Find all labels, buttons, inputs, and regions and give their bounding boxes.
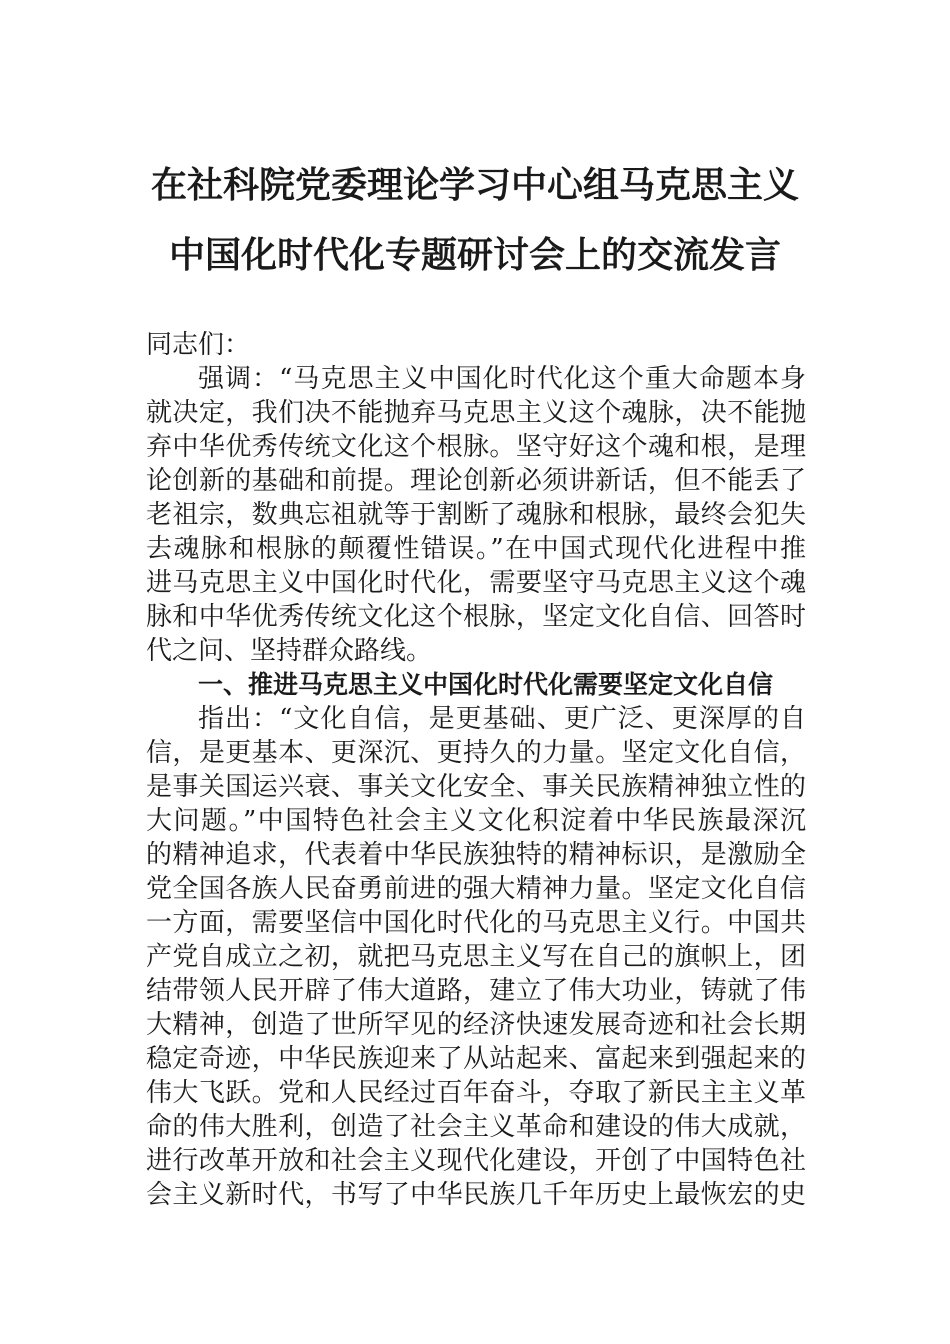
paragraph-1-line: 弃中华优秀传统文化这个根脉。坚守好这个魂和根，是理 [146, 432, 806, 462]
paragraph-2-line: 的精神追求，代表着中华民族独特的精神标识，是激励全 [146, 840, 806, 870]
paragraph-2-line: 党全国各族人民奋勇前进的强大精神力量。坚定文化自信 [146, 874, 806, 904]
paragraph-2-line: 产党自成立之初，就把马克思主义写在自己的旗帜上，团 [146, 942, 806, 972]
paragraph-2-line: 大精神，创造了世所罕见的经济快速发展奇迹和社会长期 [146, 1010, 806, 1040]
paragraph-2-line: 稳定奇迹，中华民族迎来了从站起来、富起来到强起来的 [146, 1044, 806, 1074]
paragraph-1-line: 代之问、坚持群众路线。 [146, 636, 433, 666]
paragraph-1-line: 老祖宗，数典忘祖就等于割断了魂脉和根脉，最终会犯失 [146, 500, 806, 530]
paragraph-1-line: 进马克思主义中国化时代化，需要坚守马克思主义这个魂 [146, 568, 806, 598]
document-title-line-2: 中国化时代化专题研讨会上的交流发言 [168, 234, 781, 276]
paragraph-2-line: 信，是更基本、更深沉、更持久的力量。坚定文化自信， [146, 738, 806, 768]
paragraph-2-line: 结带领人民开辟了伟大道路，建立了伟大功业，铸就了伟 [146, 976, 806, 1006]
document-title-line-1: 在社科院党委理论学习中心组马克思主义 [150, 164, 799, 206]
salutation: 同志们： [146, 330, 251, 360]
paragraph-2-line: 指出：“文化自信，是更基础、更广泛、更深厚的自 [198, 704, 806, 734]
paragraph-1-line: 就决定，我们决不能抛弃马克思主义这个魂脉，决不能抛 [146, 398, 806, 428]
paragraph-2-line: 大问题。”中国特色社会主义文化积淀着中华民族最深沉 [146, 806, 806, 836]
paragraph-2-line: 是事关国运兴衰、事关文化安全、事关民族精神独立性的 [146, 772, 806, 802]
paragraph-2-line: 伟大飞跃。党和人民经过百年奋斗，夺取了新民主主义革 [146, 1078, 806, 1108]
paragraph-2-line: 会主义新时代，书写了中华民族几千年历史上最恢宏的史 [146, 1180, 806, 1210]
paragraph-1-line: 论创新的基础和前提。理论创新必须讲新话，但不能丢了 [146, 466, 806, 496]
document-body [146, 328, 806, 1212]
paragraph-2-line: 一方面，需要坚信中国化时代化的马克思主义行。中国共 [146, 908, 806, 938]
paragraph-1-line: 去魂脉和根脉的颠覆性错误。”在中国式现代化进程中推 [146, 534, 806, 564]
paragraph-1-line: 脉和中华优秀传统文化这个根脉，坚定文化自信、回答时 [146, 602, 806, 632]
section-1-heading: 一、推进马克思主义中国化时代化需要坚定文化自信 [198, 670, 774, 699]
paragraph-2-line: 命的伟大胜利，创造了社会主义革命和建设的伟大成就， [146, 1112, 806, 1142]
paragraph-1-line: 强调：“马克思主义中国化时代化这个重大命题本身 [198, 364, 806, 394]
paragraph-2-line: 进行改革开放和社会主义现代化建设，开创了中国特色社 [146, 1146, 806, 1176]
